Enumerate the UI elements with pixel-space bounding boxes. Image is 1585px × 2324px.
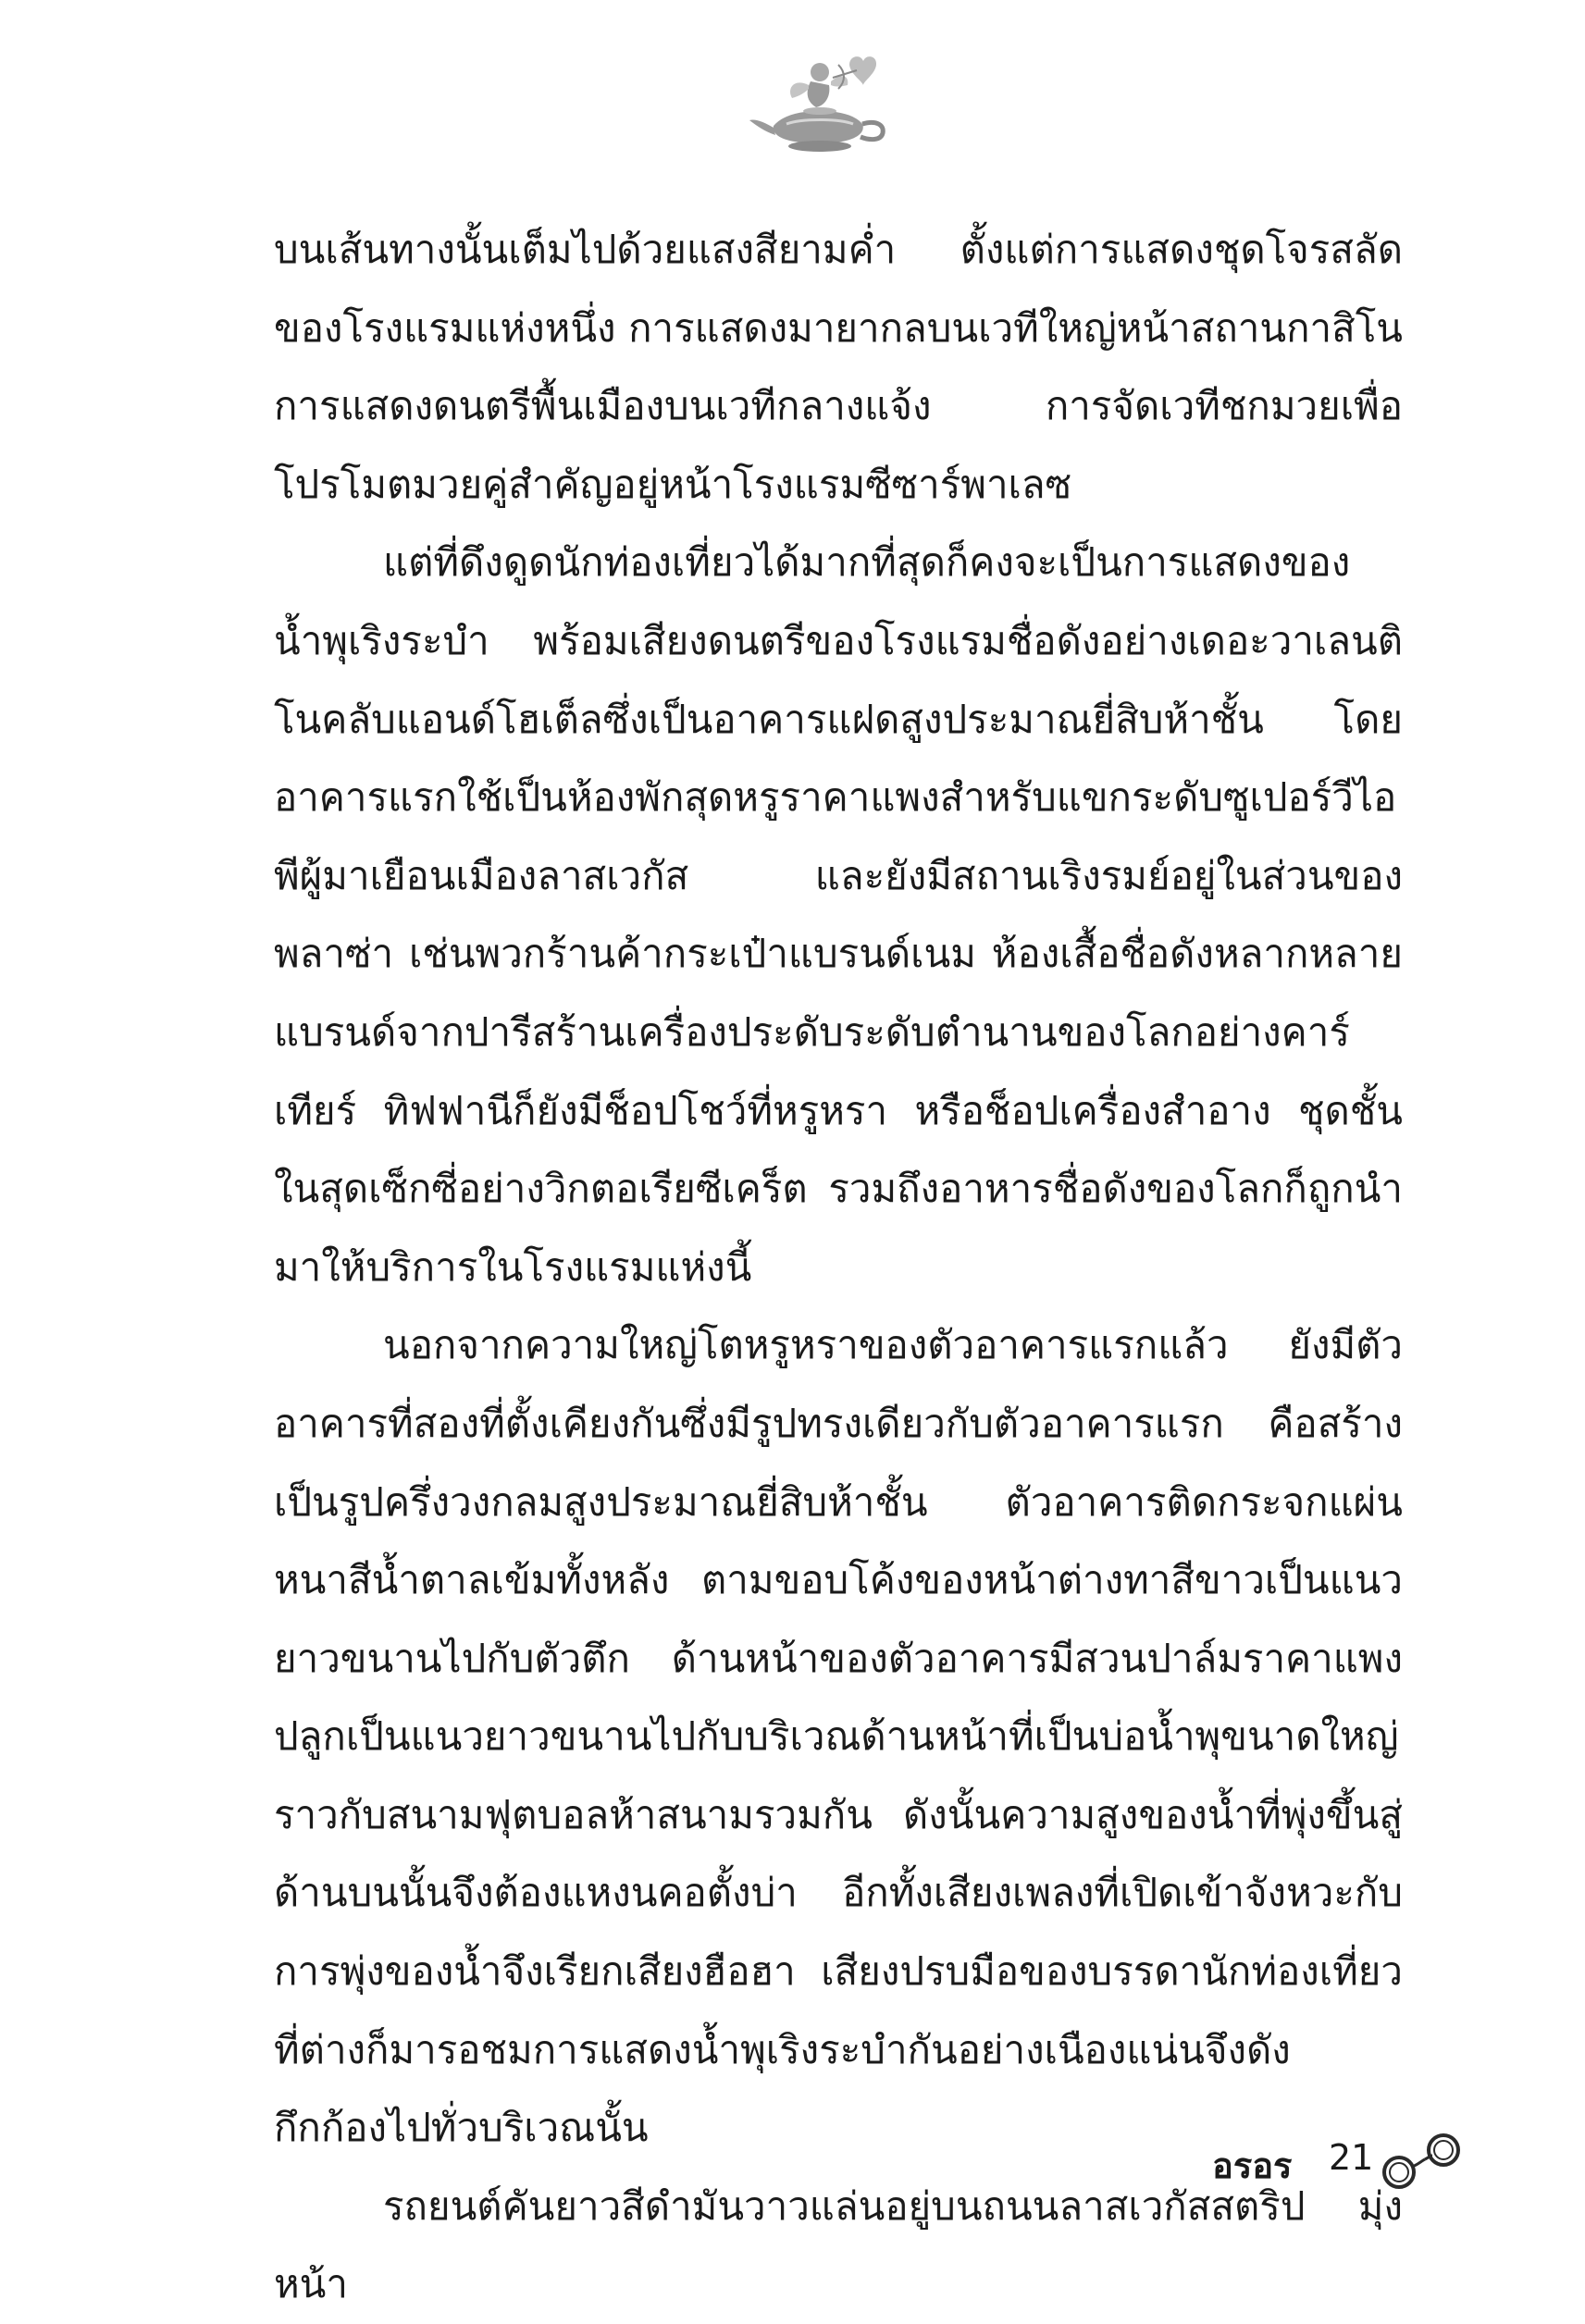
paragraph-2: แต่ที่ดึงดูดนักท่องเที่ยวได้มากที่สุดก็คงจะเป็นการแสดงของน้ำพุเริงระบำ พร้อมเสียงดนตรีของโรงแรมชื่อดังอย่างเดอะวาเลนติโนคลับแอนด์โฮเต็ลซึ่งเป็นอาคารแฝดสูงประมาณยี่สิบห้าชั้น โดยอาคารแรกใช้เป็นห้องพักสุดหรูราคาแพงสำหรับแขกระดับซูเปอร์วีไอพีผู้มาเยือนเมืองลาสเวกัส และยังมีสถานเริงรมย์อยู่ในส่วนของพลาซ่า เช่นพวกร้านค้ากระเป๋าแบรนด์เนม ห้องเสื้อชื่อดังหลากหลายแบรนด์จากปารีสร้านเครื่องประดับระดับตำนานของโลกอย่างคาร์เทียร์ ทิฟฟานีก็ยังมีช็อปโชว์ที่หรูหรา หรือช็อปเครื่องสำอาง ชุดชั้นในสุดเซ็กซี่อย่างวิกตอเรียซีเคร็ต รวมถึงอาหารชื่อดังของโลกก็ถูกนำมาให้บริการในโรงแรมแห่งนี้ (274, 539, 1403, 1290)
handcuff-icon (1375, 2128, 1467, 2193)
paragraph-3: นอกจากความใหญ่โตหรูหราของตัวอาคารแรกแล้ว ยังมีตัวอาคารที่สองที่ตั้งเคียงกันซึ่งมีรูปทรงเดียวกับตัวอาคารแรก คือสร้างเป็นรูปครึ่งวงกลมสูงประมาณยี่สิบห้าชั้น ตัวอาคารติดกระจกแผ่นหนาสีน้ำตาลเข้มทั้งหลัง ตามขอบโค้งของหน้าต่างทาสีขาวเป็นแนวยาวขนานไปกับตัวตึก ด้านหน้าของตัวอาคารมีสวนปาล์มราคาแพงปลูกเป็นแนวยาวขนานไปกับบริเวณด้านหน้าที่เป็นบ่อน้ำพุขนาดใหญ่ราวกับสนามฟุตบอลห้าสนามรวมกัน ดังนั้นความสูงของน้ำที่พุ่งขึ้นสู่ด้านบนนั้นจึงต้องแหงนคอตั้งบ่า อีกทั้งเสียงเพลงที่เปิดเข้าจังหวะกับการพุ่งของน้ำจึงเรียกเสียงฮือฮา เสียงปรบมือของบรรดานักท่องเที่ยวที่ต่างก็มารอชมการแสดงน้ำพุเริงระบำกันอย่างเนืองแน่นจึงดังกึกก้องไปทั่วบริเวณนั้น (274, 1322, 1403, 2151)
page-number: 21 (1329, 2137, 1374, 2178)
page-footer (1194, 2128, 1471, 2202)
paragraph-1: บนเส้นทางนั้นเต็มไปด้วยแสงสียามค่ำ ตั้งแต่การแสดงชุดโจรสลัดของโรงแรมแห่งหนึ่ง การแสดงมายากลบนเวทีใหญ่หน้าสถานกาสิโน การแสดงดนตรีพื้นเมืองบนเวทีกลางแจ้ง การจัดเวทีชกมวยเพื่อโปรโมตมวยคู่สำคัญอยู่หน้าโรงแรมซีซาร์พาเลซ (274, 227, 1403, 507)
cupid-teapot-ornament-icon (746, 44, 894, 165)
paragraph-4: รถยนต์คันยาวสีดำมันวาวแล่นอยู่บนถนนลาสเวกัสสตริป มุ่งหน้า (274, 2182, 1403, 2307)
book-title: อรอร (1212, 2145, 1293, 2186)
